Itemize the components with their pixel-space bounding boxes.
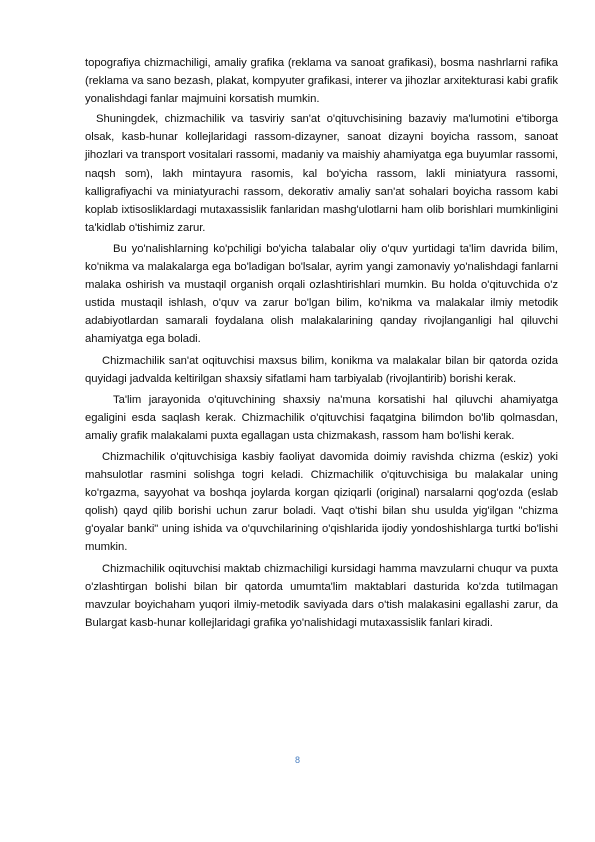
paragraph-3: Bu yo'nalishlarning ko'pchiligi bo'yicha talabalar oliy o'quv yurtidagi ta'lim davrida bilim, ko'nikma va malakalarga ega bo'ladigan bo'lsalar, ayrim yangi zamonaviy yo'nalishdagi fanlarni malaka oshirish va mustaqil organish orqali ozlashtirishlari mumkin. Bu holda o'qituvchida o'z ustida mustaqil ishlash, o'quv va zarur bo'lgan bilim, ko'nikma va malakalar ilmiy metodik adabiyotlardan samarali foydalana olish malakalarining qanday rivojlanganligi hal qiluvchi ahamiyatga ega boladi. xyxy=(85,242,558,346)
paragraph-7: Chizmachilik oqituvchisi maktab chizmachiligi kursidagi hamma mavzularni chuqur va puxta o'zlashtirgan bolishi bilan bir qatorda umumta'lim maktablari dasturida ko'zda tutilmagan mavzular boyichaham yuqori ilmiy-metodik saviyada dars o'tish malakasini egallashi zarur, da Bulargat kasb-hunar kollejlaridagi grafika yo'nalishidagi mutaxassislik fanlari kiradi. xyxy=(85,562,558,629)
paragraph-2: Shuningdek, chizmachilik va tasviriy san'at o'qituvchisining bazaviy ma'lumotini e'tiborga olsak, kasb-hunar kollejlaridagi rassom-dizayner, sanoat dizayni boyicha rassom, sanoat jihozlari va transport vositalari rassomi, madaniy va maishiy ahamiyatga ega buyumlar rassomi, naqsh som), lakh mintayura rasomis, kal bo'yicha rassom, lakli miniatyura rassomi, kalligrafiyachi va miniatyurachi rassom, dekorativ amaliy san'at sohalari boyicha rassom kabi koplab ixtisosliklardagi mutaxassislik fanlaridan mashg'ulotlarni ham olib borishlari mumkinligini ta'kidlab o'tishimiz zarur. xyxy=(85,113,558,234)
page-number: 8 xyxy=(294,755,300,765)
paragraph-6: Chizmachilik o'qituvchisiga kasbiy faoliyat davomida doimiy ravishda chizma (eskiz) yoki mahsulotlar rasmini solishga togri keladi. Chizmachilik o'qituvchisiga bu malakalar uning ko'rgazma, sayyohat va boshqa joylarda korgan qiziqarli (original) narsalarni qog'ozda (eslab qolish) qayd qilib borishi uchun zarur boladi. Vaqt o'tishi bilan shu usulda yig'ilgan "chizma g'oyalar banki" uning ishida va o'quvchilarining o'qishlarida ijodiy yondoshishlarga turtki bo'lishi mumkin. xyxy=(85,450,558,554)
paragraph-4: Chizmachilik san'at oqituvchisi maxsus bilim, konikma va malakalar bilan bir qatorda ozida quyidagi jadvalda keltirilgan shaxsiy sifatlami ham tarbiyalab (rivojlantirib) borishi kerak. xyxy=(85,354,558,385)
paragraph-5: Ta'lim jarayonida o'qituvchining shaxsiy na'muna korsatishi hal qiluvchi ahamiyatga egaligini esda saqlash kerak. Chizmachilik o'qituvchisi faqatgina bilimdon bo'lib qolmasdan, amaliy grafik malakalami puxta egallagan usta chizmakash, rassom ham bo'lishi kerak. xyxy=(85,393,558,442)
paragraph-1: topografiya chizmachiligi, amaliy grafika (reklama va sanoat grafikasi), bosma nashrlarni rafika (reklama va sano bezash, plakat, kompyuter grafikasi, interer va jihozlar arxitekturasi kabi grafik yonalishdagi fanlar majmuini korsatish mumkin. xyxy=(85,57,558,106)
document-page xyxy=(85,54,558,634)
